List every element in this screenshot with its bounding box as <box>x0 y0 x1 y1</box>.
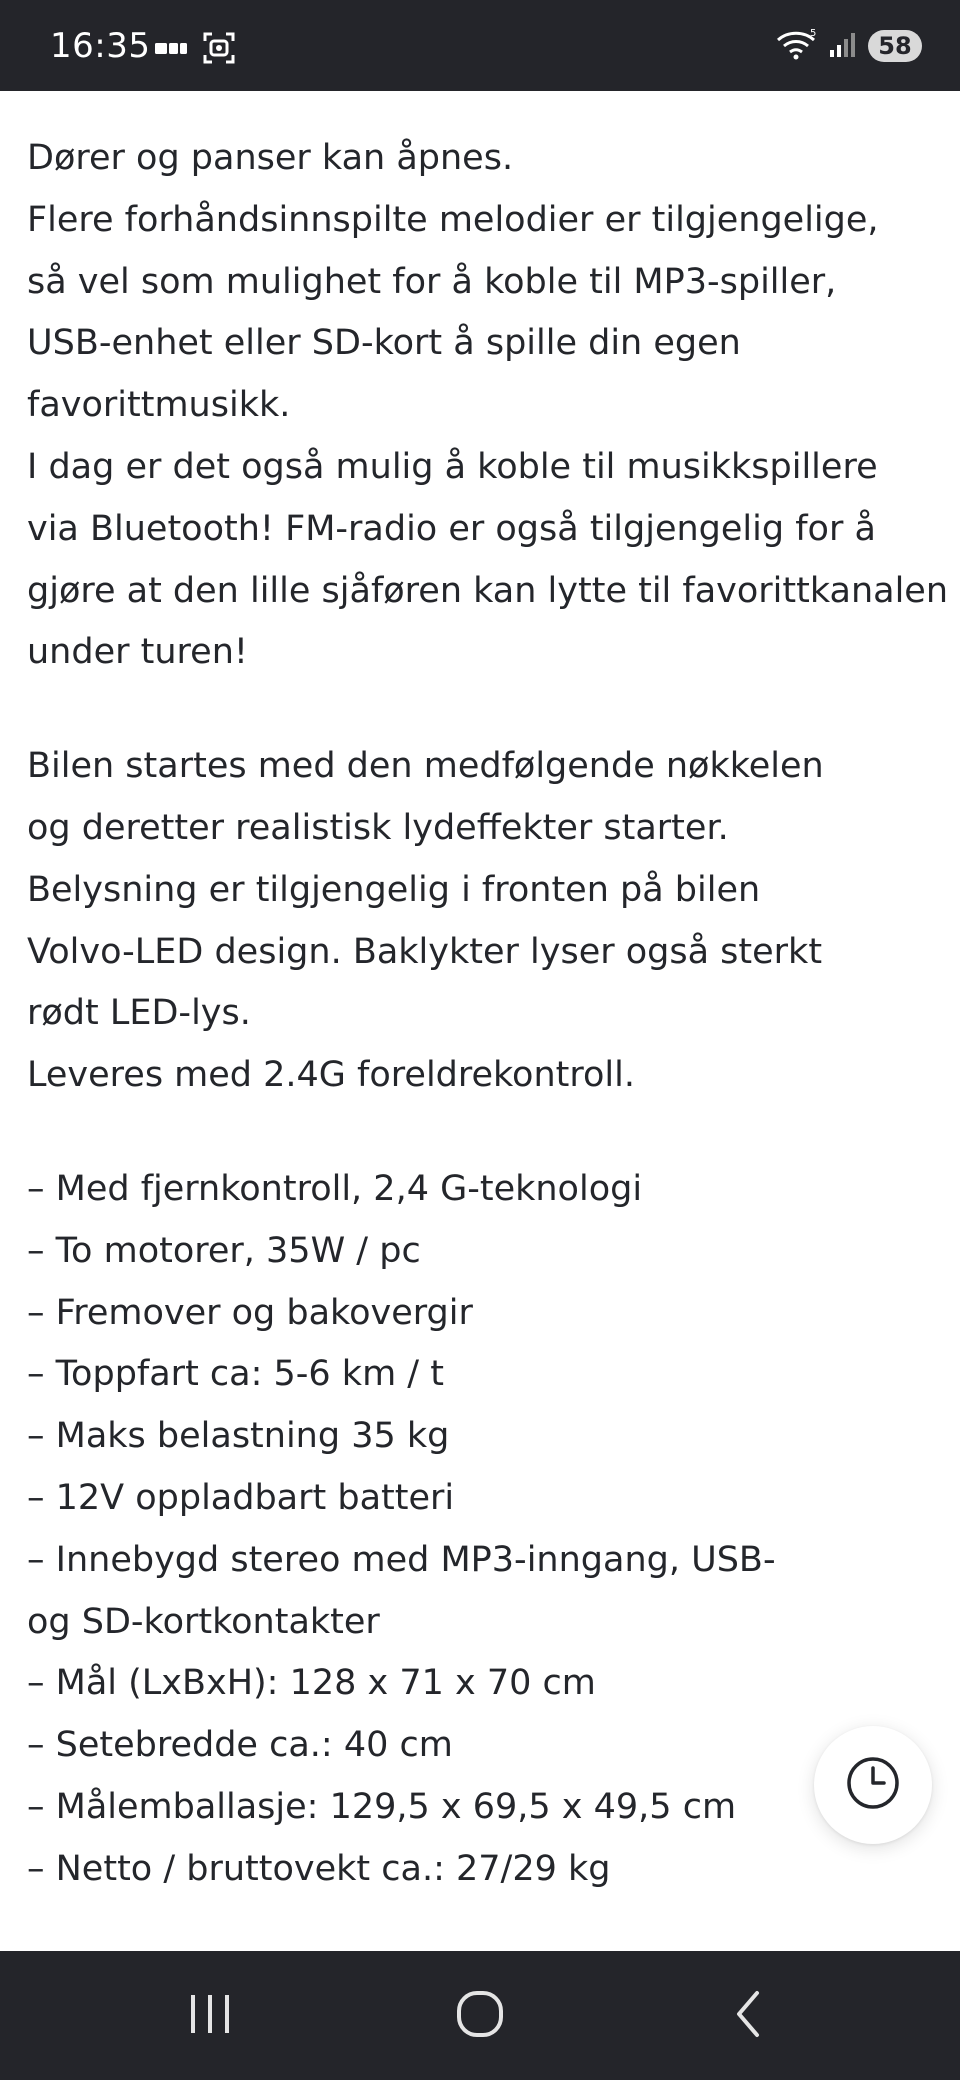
description-line: under turen! <box>27 632 248 673</box>
clock-icon <box>844 1754 902 1816</box>
back-button[interactable] <box>668 1951 828 2080</box>
history-button[interactable] <box>814 1726 932 1844</box>
spec-item: – Setebredde ca.: 40 cm <box>27 1725 453 1766</box>
battery-icon: 58 <box>868 30 922 62</box>
status-time: 16:35 <box>50 26 151 66</box>
description-paragraph-1 <box>27 128 949 684</box>
spec-item: – Toppfart ca: 5-6 km / t <box>27 1354 444 1395</box>
notification-icon <box>154 37 188 63</box>
spec-item: – Maks belastning 35 kg <box>27 1416 450 1457</box>
recent-apps-icon <box>183 1990 237 2041</box>
description-line: gjøre at den lille sjåføren kan lytte til favorittkanalen <box>27 570 949 611</box>
description-line: og deretter realistisk lydeffekter starter. <box>27 807 729 848</box>
description-line: Dører og panser kan åpnes. <box>27 138 514 178</box>
spec-item: og SD-kortkontakter <box>27 1601 380 1642</box>
wifi-badge: 5 <box>810 28 817 39</box>
spec-item: – Målemballasje: 129,5 x 69,5 x 49,5 cm <box>27 1786 737 1827</box>
spec-item: – Fremover og bakovergir <box>27 1292 473 1333</box>
recent-apps-button[interactable] <box>130 1951 290 2080</box>
paragraph-spacer <box>27 1107 933 1159</box>
product-description <box>27 128 949 1901</box>
spec-list <box>27 1159 933 1901</box>
description-line: Volvo-LED design. Baklykter lyser også sterkt <box>27 931 823 972</box>
spec-item: – Med fjernkontroll, 2,4 G-teknologi <box>27 1168 643 1209</box>
paragraph-spacer <box>27 684 933 736</box>
description-line: favorittmusikk. <box>27 385 291 426</box>
description-line: via Bluetooth! FM-radio er også tilgjengelig for å <box>27 508 876 549</box>
screenshot-icon <box>202 31 236 69</box>
description-line: rødt LED-lys. <box>27 993 251 1034</box>
status-right-icons <box>776 28 922 64</box>
description-line: USB-enhet eller SD-kort å spille din egen <box>27 323 741 364</box>
spec-item: – Innebygd stereo med MP3-inngang, USB- <box>27 1539 776 1580</box>
description-line: Belysning er tilgjengelig i fronten på bilen <box>27 869 761 910</box>
description-line: Bilen startes med den medfølgende nøkkelen <box>27 746 824 787</box>
spec-item: – 12V oppladbart batteri <box>27 1477 455 1518</box>
status-left-icons <box>154 31 236 69</box>
status-bar <box>0 0 960 91</box>
back-icon <box>730 1988 766 2043</box>
spec-item: – To motorer, 35W / pc <box>27 1230 421 1271</box>
spec-item: – Mål (LxBxH): 128 x 71 x 70 cm <box>27 1663 596 1704</box>
home-icon <box>454 1988 506 2043</box>
description-line: så vel som mulighet for å koble til MP3-spiller, <box>27 261 837 302</box>
home-button[interactable] <box>400 1951 560 2080</box>
description-line: Flere forhåndsinnspilte melodier er tilgjengelige, <box>27 199 879 240</box>
description-line: I dag er det også mulig å koble til musikkspillere <box>27 446 878 487</box>
spec-item: – Netto / bruttovekt ca.: 27/29 kg <box>27 1848 611 1889</box>
description-line: Leveres med 2.4G foreldrekontroll. <box>27 1055 635 1096</box>
wifi-icon <box>776 28 818 64</box>
system-navigation-bar <box>0 1951 960 2080</box>
description-paragraph-2 <box>27 736 933 1107</box>
signal-icon <box>828 29 858 63</box>
